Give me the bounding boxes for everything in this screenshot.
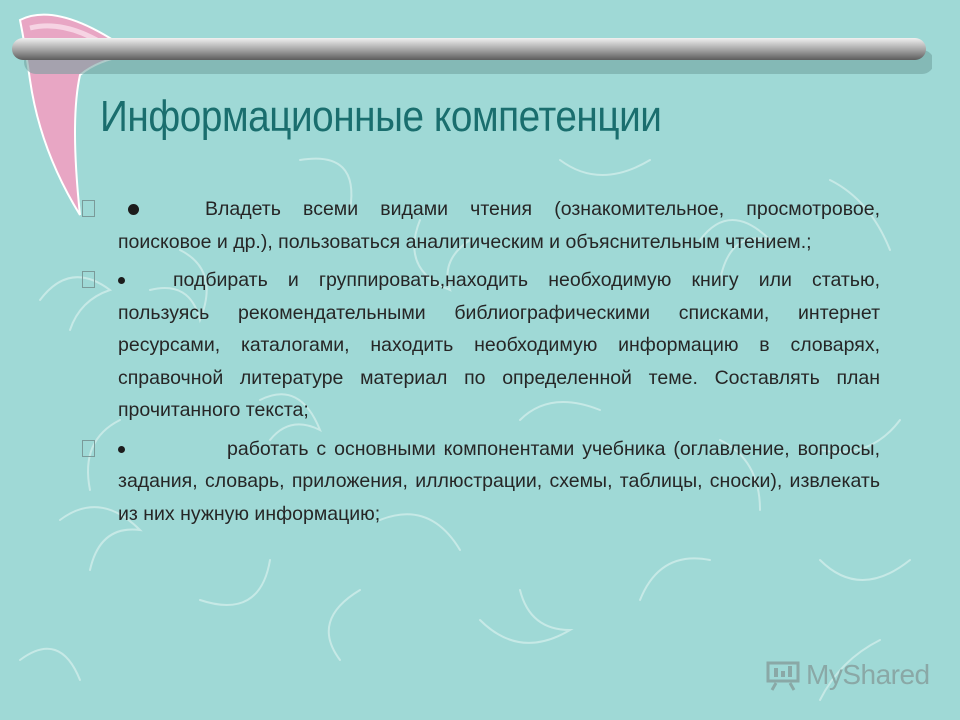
bullet-list [80, 193, 880, 536]
list-item [80, 433, 880, 531]
slide-title: Информационные компетенции [100, 92, 662, 141]
logo-text: MyShared [806, 659, 930, 690]
list-item-text: работать с основными компонентами учебника (оглавление, вопросы, задания, словарь, приложения, иллюстрации, схемы, таблицы, сноски), извлекать из них нужную информацию; [118, 437, 880, 525]
list-item [80, 264, 880, 427]
list-item-text: подбирать и группировать,находить необходимую книгу или статью, пользуясь рекомендательными библиографическими списками, интернет ресурсами, каталогами, находить необходимую информацию в словарях, справочной литературе материал по определенной теме. Составлять план прочитанного текста; [118, 269, 880, 421]
bullet-dot-icon [118, 446, 125, 453]
list-item-text: Владеть всеми видами чтения (ознакомительное, просмотровое, поисковое и др.), пользоваться аналитическим и объяснительным чтением.; [118, 198, 880, 253]
presentation-board-icon [766, 659, 800, 691]
bullet-box-icon [82, 271, 95, 288]
list-item [80, 193, 880, 258]
bullet-dot-icon [118, 277, 125, 284]
myshared-logo [766, 655, 930, 695]
bullet-box-icon [82, 200, 95, 217]
title-underline-bar [12, 38, 932, 78]
bullet-box-icon [82, 440, 95, 457]
bullet-dot-icon [128, 204, 139, 215]
